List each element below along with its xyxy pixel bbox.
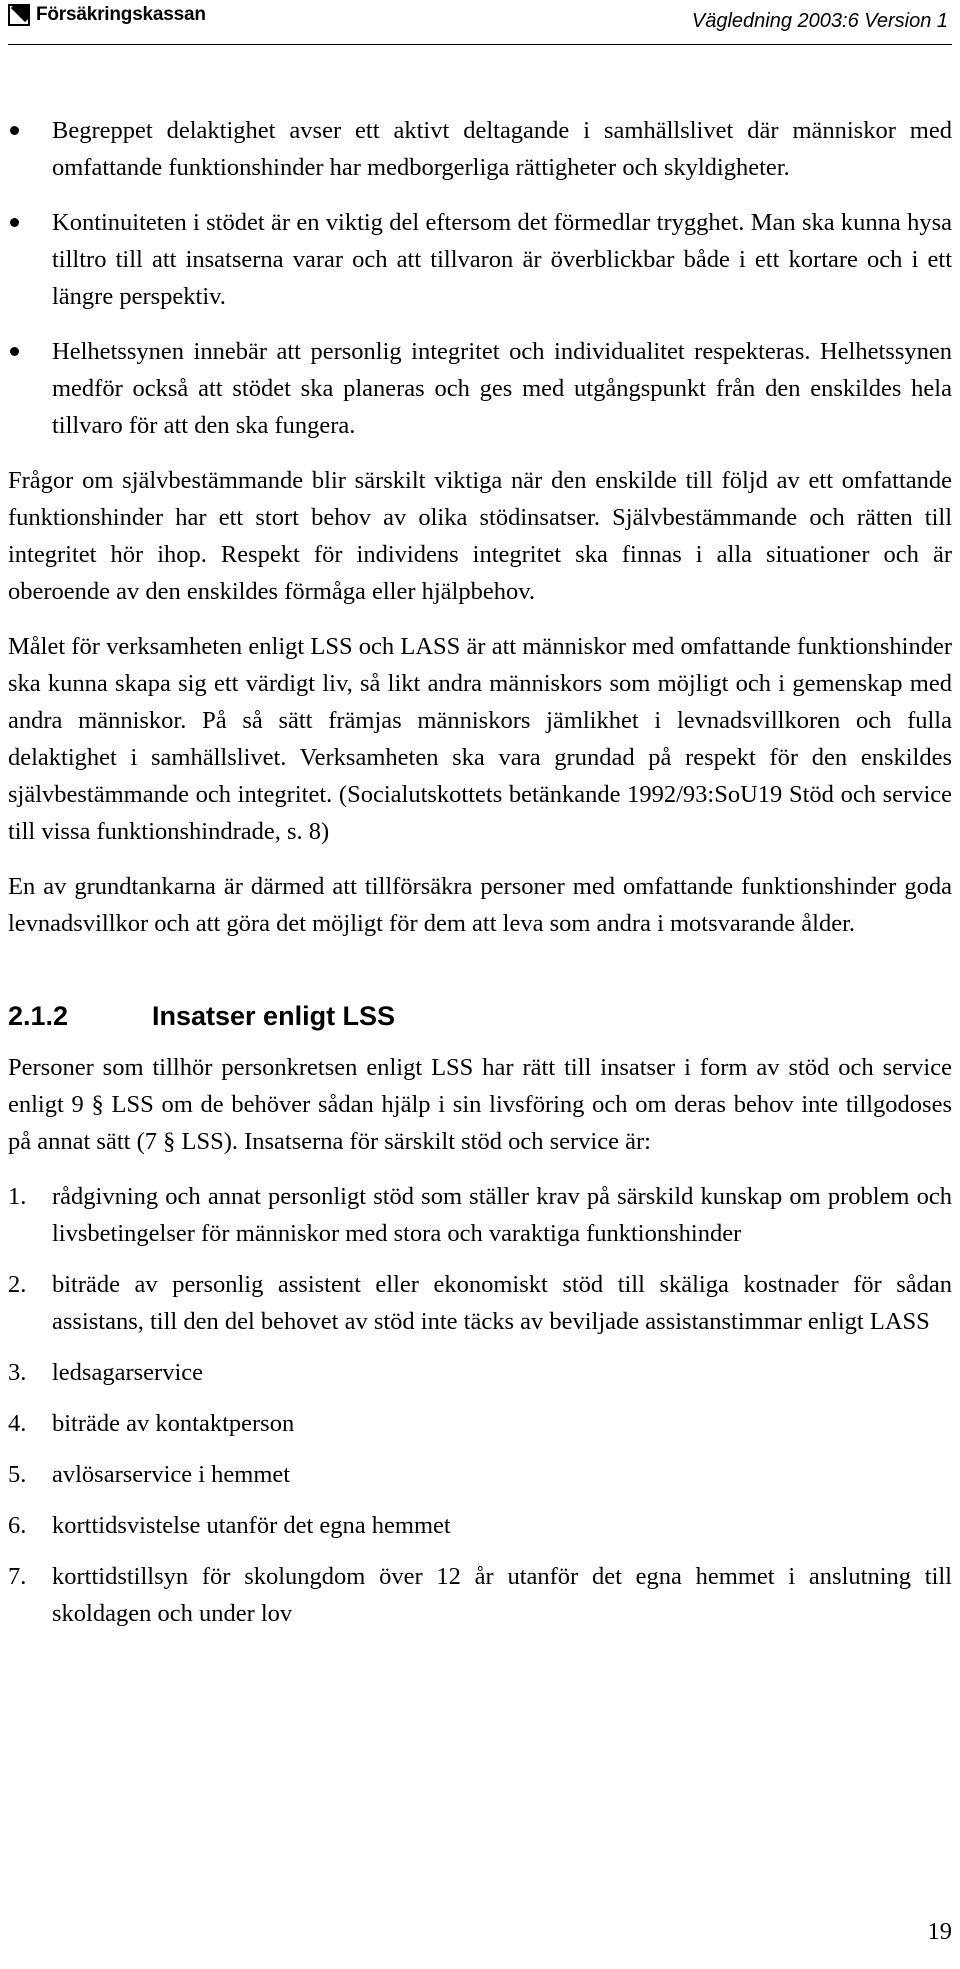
bullet-list: [8, 112, 952, 444]
list-item: [8, 1507, 952, 1544]
list-number: 3.: [8, 1359, 27, 1386]
bullet-icon: [10, 126, 19, 135]
bullet-item: [8, 112, 952, 186]
list-text: korttidsvistelse utanför det egna hemmet: [52, 1512, 451, 1539]
section-number: 2.1.2: [8, 1001, 69, 1031]
logo: [8, 4, 206, 26]
list-item: [8, 1354, 952, 1391]
bullet-icon: [10, 218, 19, 227]
page-header: [0, 0, 960, 44]
list-number: 2.: [8, 1271, 27, 1298]
list-item: [8, 1558, 952, 1632]
section-heading: [8, 998, 952, 1035]
list-text: ledsagarservice: [52, 1359, 203, 1386]
list-number: 7.: [8, 1563, 27, 1590]
list-item: [8, 1178, 952, 1252]
bullet-item: [8, 204, 952, 315]
section-title: Insatser enligt LSS: [152, 1001, 396, 1031]
header-divider: [8, 44, 952, 45]
list-item: [8, 1456, 952, 1493]
list-number: 5.: [8, 1461, 27, 1488]
list-text: avlösarservice i hemmet: [52, 1461, 291, 1488]
page-number: 19: [927, 1918, 952, 1945]
list-text: rådgivning och annat personligt stöd som ställer krav på särskild kunskap om problem och livsbetingelser för människor med stora och varaktiga funktionshinder: [52, 1183, 952, 1247]
list-number: 1.: [8, 1183, 27, 1210]
document-body: [8, 112, 952, 1646]
paragraph: Målet för verksamheten enligt LSS och LASS är att människor med omfattande funktionshinder ska kunna skapa sig ett värdigt liv, så likt andra människors som möjligt och i gemenskap med andra människor. På så sätt främjas människors jämlikhet i levnadsvillkoren och fulla delaktighet i samhällslivet. Verksamheten ska vara grundad på respekt för den enskildes självbestämmande och integritet. (Socialutskottets betänkande 1992/93:SoU19 Stöd och service till vissa funktionshindrade, s. 8): [8, 633, 952, 845]
bullet-text: Helhetssynen innebär att personlig integritet och individualitet respekteras. Helhetssynen medför också att stödet ska planeras och ges med utgångspunkt från den enskildes hela tillvaro för att den ska fungera.: [52, 338, 952, 439]
bullet-text: Kontinuiteten i stödet är en viktig del eftersom det förmedlar trygghet. Man ska kunna hysa tilltro till att insatserna varar och att tillvaron är överblickbar både i ett kortare och i ett längre perspektiv.: [52, 209, 952, 310]
list-text: korttidstillsyn för skolungdom över 12 år utanför det egna hemmet i anslutning till skoldagen och under lov: [52, 1563, 952, 1627]
list-number: 6.: [8, 1512, 27, 1539]
section-intro: Personer som tillhör personkretsen enligt LSS har rätt till insatser i form av stöd och service enligt 9 § LSS om de behöver sådan hjälp i sin livsföring och om deras behov inte tillgodoses på annat sätt (7 § LSS). Insatserna för särskilt stöd och service är:: [8, 1054, 952, 1155]
list-text: biträde av kontaktperson: [52, 1410, 295, 1437]
list-text: biträde av personlig assistent eller ekonomiskt stöd till skäliga kostnader för sådan assistans, till den del behovet av stöd inte täcks av beviljade assistanstimmar enligt LASS: [52, 1271, 952, 1335]
bullet-icon: [10, 347, 19, 356]
list-item: [8, 1405, 952, 1442]
paragraph: En av grundtankarna är därmed att tillförsäkra personer med omfattande funktionshinder goda levnadsvillkor och att göra det möjligt för dem att leva som andra i motsvarande ålder.: [8, 873, 952, 937]
paragraph: Frågor om självbestämmande blir särskilt viktiga när den enskilde till följd av ett omfattande funktionshinder har ett stort behov av olika stödinsatser. Självbestämmande och rätten till integritet hör ihop. Respekt för individens integritet ska finnas i alla situationer och är oberoende av den enskildes förmåga eller hjälpbehov.: [8, 467, 952, 605]
numbered-list: [8, 1178, 952, 1632]
logo-text: Försäkringskassan: [36, 4, 206, 25]
list-item: [8, 1266, 952, 1340]
logo-icon: [8, 4, 30, 26]
list-number: 4.: [8, 1410, 27, 1437]
bullet-item: [8, 333, 952, 444]
bullet-text: Begreppet delaktighet avser ett aktivt deltagande i samhällslivet där människor med omfattande funktionshinder har medborgerliga rättigheter och skyldigheter.: [52, 117, 952, 181]
document-reference: Vägledning 2003:6 Version 1: [691, 10, 948, 32]
